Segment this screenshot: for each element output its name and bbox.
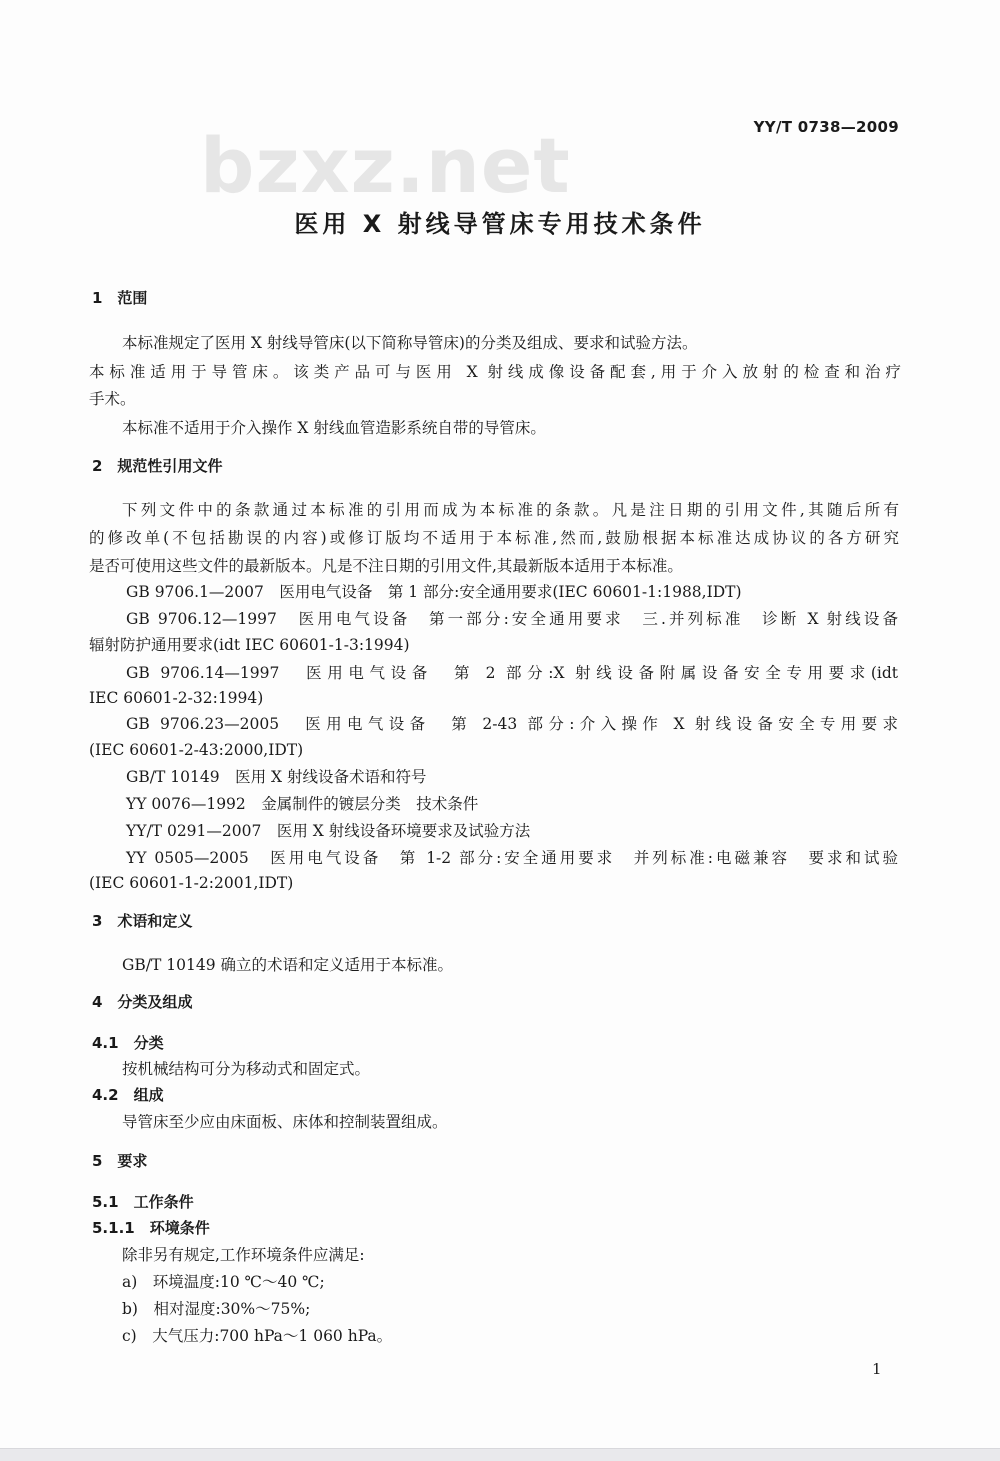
watermark: bzxz.net <box>200 121 571 210</box>
page-number: 1 <box>872 1360 882 1378</box>
section-heading: 3 术语和定义 <box>92 912 193 930</box>
paragraph: 按机械结构可分为移动式和固定式。 <box>122 1060 371 1078</box>
paragraph-continuation: 是否可使用这些文件的最新版本。凡是不注日期的引用文件,其最新版本适用于本标准。 <box>89 557 683 575</box>
list-item: c) 大气压力:700 hPa～1 060 hPa。 <box>122 1327 393 1345</box>
paragraph: 导管床至少应由床面板、床体和控制装置组成。 <box>122 1113 448 1131</box>
reference-item: YY 0505—2005 医用电气设备 第 1-2 部分:安全通用要求 并列标准:电磁兼容 要求和试验 <box>126 849 898 867</box>
paragraph: 本标准不适用于介入操作 X 射线血管造影系统自带的导管床。 <box>122 419 546 437</box>
paragraph: 本标准适用于导管床。该类产品可与医用 X 射线成像设备配套,用于介入放射的检查和治疗 <box>89 363 901 381</box>
reference-item: GB 9706.14—1997 医用电气设备 第 2 部分:X 射线设备附属设备安全专用要求(idt <box>126 664 898 682</box>
subsection-heading: 4.1 分类 <box>92 1034 164 1052</box>
paragraph: 除非另有规定,工作环境条件应满足: <box>122 1246 365 1264</box>
reference-item: YY 0076—1992 金属制件的镀层分类 技术条件 <box>126 795 479 813</box>
section-heading: 1 范围 <box>92 289 148 307</box>
section-heading: 5 要求 <box>92 1152 148 1170</box>
paragraph: GB/T 10149 确立的术语和定义适用于本标准。 <box>122 956 453 974</box>
section-heading: 2 规范性引用文件 <box>92 457 223 475</box>
list-item: a) 环境温度:10 ℃～40 ℃; <box>122 1273 325 1291</box>
reference-item-continuation: (IEC 60601-2-43:2000,IDT) <box>89 741 304 759</box>
reference-item: GB 9706.23—2005 医用电气设备 第 2-43 部分:介入操作 X 射线设备安全专用要求 <box>126 715 898 733</box>
viewer-bottom-edge <box>0 1448 1000 1461</box>
paragraph-continuation: 的修改单(不包括勘误的内容)或修订版均不适用于本标准,然而,鼓励根据本标准达成协议的各方研究 <box>89 529 899 547</box>
document-title: 医用 X 射线导管床专用技术条件 <box>294 210 706 238</box>
paragraph-continuation: 手术。 <box>89 390 136 408</box>
reference-item: YY/T 0291—2007 医用 X 射线设备环境要求及试验方法 <box>126 822 531 840</box>
reference-item: GB/T 10149 医用 X 射线设备术语和符号 <box>126 768 427 786</box>
reference-item-continuation: (IEC 60601-1-2:2001,IDT) <box>89 874 294 892</box>
subsection-heading: 5.1 工作条件 <box>92 1193 194 1211</box>
list-item: b) 相对湿度:30%～75%; <box>122 1300 311 1318</box>
section-heading: 4 分类及组成 <box>92 993 193 1011</box>
reference-item: GB 9706.12—1997 医用电气设备 第一部分:安全通用要求 三.并列标准 诊断 X 射线设备 <box>126 610 898 628</box>
standard-code: YY/T 0738—2009 <box>753 118 899 136</box>
reference-item-continuation: 辐射防护通用要求(idt IEC 60601-1-3:1994) <box>89 636 410 654</box>
reference-item: GB 9706.1—2007 医用电气设备 第 1 部分:安全通用要求(IEC 60601-1:1988,IDT) <box>126 583 742 601</box>
paragraph: 下列文件中的条款通过本标准的引用而成为本标准的条款。凡是注日期的引用文件,其随后所有 <box>122 501 899 519</box>
subsection-heading: 4.2 组成 <box>92 1086 164 1104</box>
paragraph: 本标准规定了医用 X 射线导管床(以下简称导管床)的分类及组成、要求和试验方法。 <box>122 334 698 352</box>
subsubsection-heading: 5.1.1 环境条件 <box>92 1219 210 1237</box>
reference-item-continuation: IEC 60601-2-32:1994) <box>89 689 264 707</box>
